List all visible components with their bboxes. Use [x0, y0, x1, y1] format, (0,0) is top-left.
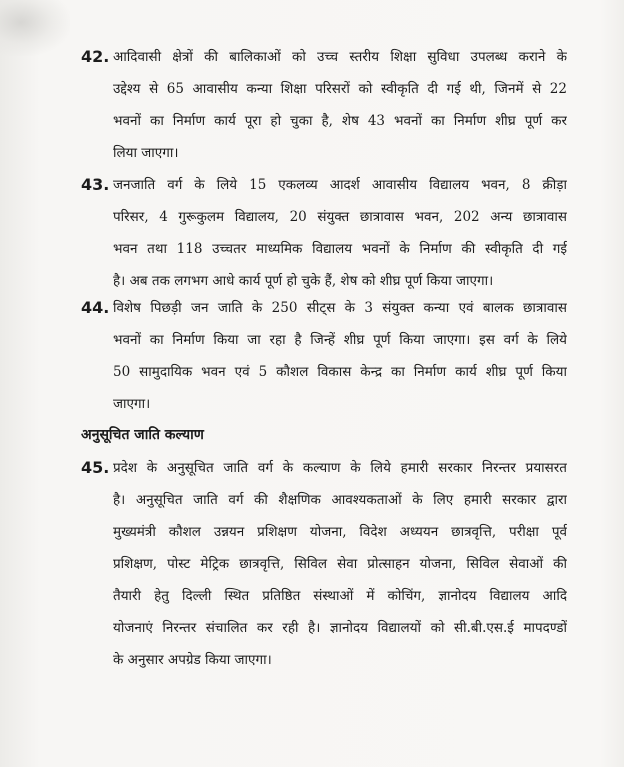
paragraph-43	[81, 170, 567, 296]
paragraph-line: भवन तथा 118 उच्चतर माध्यमिक विद्यालय भवनों के निर्माण की स्वीकृति दी गई	[113, 241, 567, 257]
paragraph-line: है। अब तक लगभग आधे कार्य पूर्ण हो चुके हैं, शेष को शीघ्र पूर्ण किया जाएगा।	[113, 273, 494, 289]
paragraph-42	[81, 42, 567, 162]
paragraph-number: 44.	[81, 298, 110, 317]
paragraph-line: के अनुसार अपग्रेड किया जाएगा।	[113, 652, 272, 668]
paragraph-line: परिसर, 4 गुरूकुलम विद्यालय, 20 संयुक्त छात्रावास भवन, 202 अन्य छात्रावास	[113, 209, 567, 225]
paragraph-number: 45.	[81, 458, 110, 477]
paragraph-44	[81, 293, 567, 419]
paragraph-line: है। अनुसूचित जाति वर्ग की शैक्षणिक आवश्यकताओं के लिए हमारी सरकार द्वारा	[113, 492, 567, 508]
paragraph-number: 42.	[81, 47, 110, 66]
paragraph-line: तैयारी हेतु दिल्ली स्थित प्रतिष्ठित संस्थाओं में कोचिंग, ज्ञानोदय विद्यालय आदि	[113, 588, 567, 604]
paragraph-line: आदिवासी क्षेत्रों की बालिकाओं को उच्च स्तरीय शिक्षा सुविधा उपलब्ध कराने के	[113, 49, 567, 65]
paragraph-line: प्रदेश के अनुसूचित जाति वर्ग के कल्याण के लिये हमारी सरकार निरन्तर प्रयासरत	[113, 460, 567, 476]
paragraph-line: प्रशिक्षण, पोस्ट मेट्रिक छात्रवृत्ति, सिविल सेवा प्रोत्साहन योजना, सिविल सेवाओं की	[113, 556, 567, 572]
paragraph-45	[81, 453, 567, 675]
paragraph-line: मुख्यमंत्री कौशल उन्नयन प्रशिक्षण योजना, विदेश अध्ययन छात्रवृत्ति, परीक्षा पूर्व	[113, 524, 567, 540]
paragraph-line: योजनाएं निरन्तर संचालित कर रही है। ज्ञानोदय विद्यालयों को सी.बी.एस.ई मापदण्डों	[113, 620, 567, 636]
paragraph-number: 43.	[81, 175, 110, 194]
paragraph-line: विशेष पिछड़ी जन जाति के 250 सीट्स के 3 संयुक्त कन्या एवं बालक छात्रावास	[113, 300, 567, 316]
paragraph-line: भवनों का निर्माण किया जा रहा है जिन्हें शीघ्र पूर्ण किया जाएगा। इस वर्ग के लिये	[113, 332, 567, 348]
paragraph-line: जाएगा।	[113, 396, 151, 412]
paragraph-line: जनजाति वर्ग के लिये 15 एकलव्य आदर्श आवासीय विद्यालय भवन, 8 क्रीड़ा	[113, 177, 567, 193]
section-heading: अनुसूचित जाति कल्याण	[81, 427, 204, 443]
paragraph-line: भवनों का निर्माण कार्य पूरा हो चुका है, शेष 43 भवनों का निर्माण शीघ्र पूर्ण कर	[113, 113, 567, 129]
paragraph-line: उद्देश्य से 65 आवासीय कन्या शिक्षा परिसरों को स्वीकृति दी गई थी, जिनमें से 22	[113, 81, 567, 97]
paragraph-line: 50 सामुदायिक भवन एवं 5 कौशल विकास केन्द्र का निर्माण कार्य शीघ्र पूर्ण किया	[113, 364, 567, 380]
scan-artifact	[0, 0, 70, 56]
paragraph-line: लिया जाएगा।	[113, 145, 179, 161]
